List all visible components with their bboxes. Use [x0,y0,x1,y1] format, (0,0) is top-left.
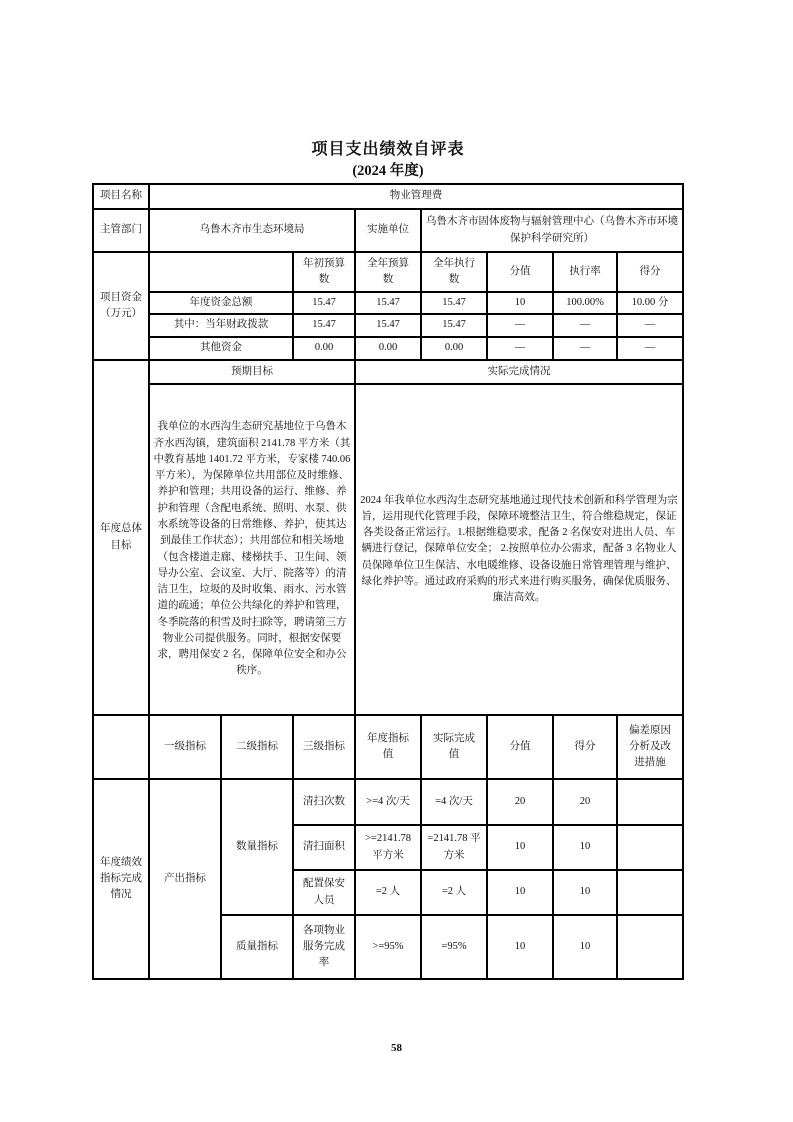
funds-other-label: 其他资金 [149,337,293,360]
funds-fiscal-score: — [617,314,683,337]
funds-total-label: 年度资金总额 [149,292,293,314]
indicator-level1-output: 产出指标 [149,779,221,979]
indicators-header-deviation: 偏差原因分析及改进措施 [617,715,683,779]
row-objectives-header [93,360,683,384]
indicator-score-max: 20 [487,779,553,825]
project-name-value: 物业管理费 [149,184,683,209]
row-project-name [93,184,683,209]
indicator-name: 配置保安人员 [293,870,355,915]
row-funds-total [93,292,683,314]
indicator-score: 20 [553,779,617,825]
dept-label: 主管部门 [93,209,149,252]
indicators-header-level2: 二级指标 [221,715,293,779]
funds-fiscal-executed: 15.47 [421,314,487,337]
indicator-score: 10 [553,915,617,979]
objectives-expected-text: 我单位的水西沟生态研究基地位于乌鲁木齐水西沟镇，建筑面积 2141.78 平方米（其中教育基地 1401.72 平方米，专家楼 740.06 平方米），为保障单位共用部位及时维修、养护和管理；共用设备的运行、维修、养护和管理（含配电系统、照明、水泵、供水系统等设备的日常维修、养护，使其达到最佳工作状态）；共用部位和相关场地（包含楼道走廊、楼梯扶手、卫生间、领导办公室、会议室、大厅、院落等）的清洁卫生，垃圾的及时收集、雨水、污水管道的疏通；单位公共绿化的养护和管理，冬季院落的积雪及时扫除等，聘请第三方物业公司提供服务。同时，根据安保要求，聘用保安 2 名，保障单位安全和办公秩序。 [149,384,355,715]
funds-header-initial-budget: 年初预算数 [293,252,355,292]
funds-fiscal-initial: 15.47 [293,314,355,337]
row-objectives-content [93,384,683,715]
funds-other-initial: 0.00 [293,337,355,360]
objectives-actual-text: 2024 年我单位水西沟生态研究基地通过现代技术创新和科学管理为宗旨，运用现代化管理手段，保障环境整洁卫生，符合维稳规定，保证各类设备正常运行。1.根据维稳要求，配备 2 名保安对进出人员、车辆进行登记，保障单位安全； 2.按照单位办公需求，配备 3 名物业人员保障单位卫生保洁、水电暖维修、设备设施日常管理管理与维护、绿化养护等。通过政府采购的形式来进行购买服务，确保优质服务、廉洁高效。 [355,384,683,715]
funds-fiscal-execution-rate: — [553,314,617,337]
project-name-label: 项目名称 [93,184,149,209]
funds-total-initial: 15.47 [293,292,355,314]
dept-value: 乌鲁木齐市生态环境局 [149,209,355,252]
funds-total-execution-rate: 100.00% [553,292,617,314]
indicator-target: >=95% [355,915,421,979]
self-evaluation-form [92,139,684,980]
indicator-name: 清扫次数 [293,779,355,825]
indicator-target: =2 人 [355,870,421,915]
funds-other-executed: 0.00 [421,337,487,360]
objectives-expected-label: 预期目标 [149,360,355,384]
page-number: 58 [391,1042,402,1054]
indicator-score: 10 [553,825,617,870]
indicators-header-actual: 实际完成值 [421,715,487,779]
row-indicator-cleaning-frequency [93,779,683,825]
funds-total-score-max: 10 [487,292,553,314]
impl-value: 乌鲁木齐市固体废物与辐射管理中心（乌鲁木齐市环境保护科学研究所） [421,209,683,252]
funds-header-execution-rate: 执行率 [553,252,617,292]
funds-section-label: 项目资金（万元） [93,252,149,360]
indicator-target: >=2141.78 平方米 [355,825,421,870]
row-funds-other [93,337,683,360]
indicator-actual: =95% [421,915,487,979]
indicators-header-score: 得分 [553,715,617,779]
indicators-header-level1: 一级指标 [149,715,221,779]
row-funds-fiscal [93,314,683,337]
indicator-level2-quantity: 数量指标 [221,779,293,915]
funds-other-execution-rate: — [553,337,617,360]
objectives-actual-label: 实际完成情况 [355,360,683,384]
indicator-score-max: 10 [487,825,553,870]
indicator-name: 各项物业服务完成率 [293,915,355,979]
funds-header-score: 得分 [617,252,683,292]
indicator-actual: =4 次/天 [421,779,487,825]
indicators-section-label: 年度绩效指标完成情况 [93,779,149,979]
funds-other-score: — [617,337,683,360]
indicator-score-max: 10 [487,915,553,979]
row-funds-header [93,252,683,292]
indicator-actual: =2141.78 平方米 [421,825,487,870]
page-title: 项目支出绩效自评表 [311,141,465,158]
indicators-header-target: 年度指标值 [355,715,421,779]
funds-other-score-max: — [487,337,553,360]
indicator-deviation [617,870,683,915]
row-indicators-header [93,715,683,779]
indicator-target: >=4 次/天 [355,779,421,825]
indicator-score: 10 [553,870,617,915]
funds-fiscal-label: 其中：当年财政拨款 [149,314,293,337]
funds-header-annual-budget: 全年预算数 [355,252,421,292]
funds-other-annual: 0.00 [355,337,421,360]
indicator-score-max: 10 [487,870,553,915]
indicator-name: 清扫面积 [293,825,355,870]
funds-fiscal-score-max: — [487,314,553,337]
indicator-deviation [617,825,683,870]
indicators-header-level3: 三级指标 [293,715,355,779]
indicator-deviation [617,779,683,825]
row-department [93,209,683,252]
objectives-section-label: 年度总体目标 [93,360,149,715]
indicators-header-score-max: 分值 [487,715,553,779]
evaluation-table [92,183,684,980]
funds-spacer-cell [149,252,293,292]
indicator-deviation [617,915,683,979]
funds-header-score-max: 分值 [487,252,553,292]
funds-header-annual-execution: 全年执行数 [421,252,487,292]
funds-total-score: 10.00 分 [617,292,683,314]
page-subtitle: (2024 年度) [352,163,424,179]
indicators-spacer-cell [93,715,149,779]
funds-fiscal-annual: 15.47 [355,314,421,337]
funds-total-annual: 15.47 [355,292,421,314]
indicator-actual: =2 人 [421,870,487,915]
impl-label: 实施单位 [355,209,421,252]
indicator-level2-quality: 质量指标 [221,915,293,979]
funds-total-executed: 15.47 [421,292,487,314]
